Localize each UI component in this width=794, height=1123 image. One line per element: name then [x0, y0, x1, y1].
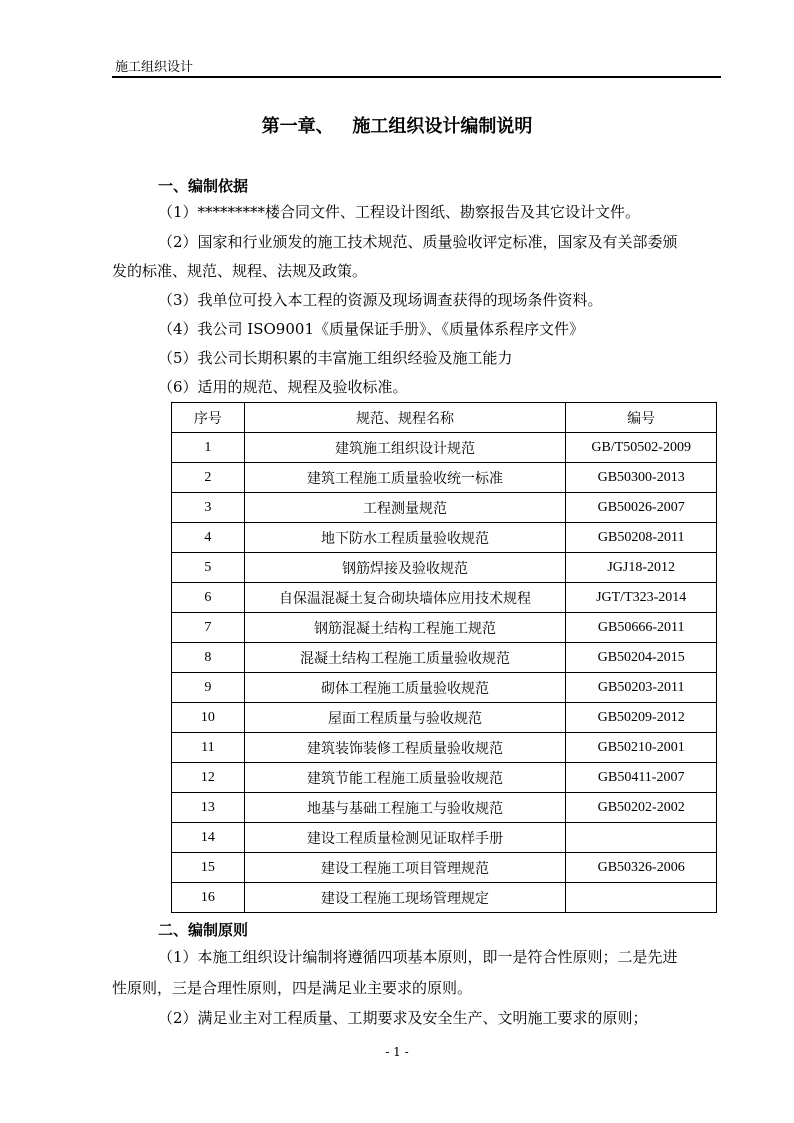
cell-code: [566, 883, 717, 913]
cell-name: 自保温混凝土复合砌块墙体应用技术规程: [244, 583, 566, 613]
table-row: [172, 433, 717, 463]
cell-no: 5: [172, 553, 245, 583]
table-row: [172, 613, 717, 643]
cell-name: 建筑工程施工质量验收统一标准: [244, 463, 566, 493]
table-row: [172, 643, 717, 673]
table-row: [172, 463, 717, 493]
cell-no: 14: [172, 823, 245, 853]
paragraph: （1）*********楼合同文件、工程设计图纸、勘察报告及其它设计文件。: [158, 203, 641, 221]
header-cell-no: 序号: [172, 403, 245, 433]
cell-name: 钢筋焊接及验收规范: [244, 553, 566, 583]
cell-name: 建设工程施工项目管理规范: [244, 853, 566, 883]
cell-no: 4: [172, 523, 245, 553]
cell-code: GB50208-2011: [566, 523, 717, 553]
paragraph: 性原则，三是合理性原则，四是满足业主要求的原则。: [112, 979, 473, 997]
cell-name: 建设工程施工现场管理规定: [244, 883, 566, 913]
table-row: [172, 553, 717, 583]
cell-code: GB50204-2015: [566, 643, 717, 673]
table-row: [172, 733, 717, 763]
cell-name: 砌体工程施工质量验收规范: [244, 673, 566, 703]
cell-no: 7: [172, 613, 245, 643]
standards-table: [171, 402, 717, 913]
cell-name: 建筑装饰装修工程质量验收规范: [244, 733, 566, 763]
cell-no: 11: [172, 733, 245, 763]
cell-name: 地下防水工程质量验收规范: [244, 523, 566, 553]
running-header: 施工组织设计: [115, 60, 194, 75]
cell-code: [566, 823, 717, 853]
cell-code: GB50300-2013: [566, 463, 717, 493]
table-row: [172, 883, 717, 913]
cell-no: 9: [172, 673, 245, 703]
chapter-title: 第一章、 施工组织设计编制说明: [261, 116, 533, 137]
table-row: [172, 853, 717, 883]
table-row: [172, 583, 717, 613]
paragraph: （4）我公司 ISO9001《质量保证手册》、《质量体系程序文件》: [158, 320, 584, 338]
section-heading-basis: 一、编制依据: [158, 177, 249, 195]
paragraph: （6）适用的规范、规程及验收标准。: [158, 378, 408, 396]
cell-no: 1: [172, 433, 245, 463]
header-divider: [112, 76, 721, 78]
cell-name: 建设工程质量检测见证取样手册: [244, 823, 566, 853]
cell-code: JGJ18-2012: [566, 553, 717, 583]
cell-code: GB50666-2011: [566, 613, 717, 643]
cell-no: 13: [172, 793, 245, 823]
cell-code: GB50411-2007: [566, 763, 717, 793]
cell-no: 10: [172, 703, 245, 733]
cell-no: 12: [172, 763, 245, 793]
cell-code: GB/T50502-2009: [566, 433, 717, 463]
cell-code: GB50026-2007: [566, 493, 717, 523]
table-row: [172, 523, 717, 553]
paragraph: （2）满足业主对工程质量、工期要求及安全生产、文明施工要求的原则；: [158, 1009, 648, 1027]
cell-no: 2: [172, 463, 245, 493]
cell-code: GB50210-2001: [566, 733, 717, 763]
table-row: [172, 493, 717, 523]
cell-no: 6: [172, 583, 245, 613]
cell-code: GB50209-2012: [566, 703, 717, 733]
paragraph: （5）我公司长期积累的丰富施工组织经验及施工能力: [158, 349, 513, 367]
header-cell-name: 规范、规程名称: [244, 403, 566, 433]
table-row: [172, 823, 717, 853]
cell-code: GB50203-2011: [566, 673, 717, 703]
paragraph: 发的标准、规范、规程、法规及政策。: [112, 262, 368, 280]
header-cell-code: 编号: [566, 403, 717, 433]
section-heading-principles: 二、编制原则: [158, 921, 249, 939]
paragraph: （1）本施工组织设计编制将遵循四项基本原则，即一是符合性原则；二是先进: [158, 948, 678, 966]
cell-name: 地基与基础工程施工与验收规范: [244, 793, 566, 823]
cell-code: JGT/T323-2014: [566, 583, 717, 613]
table-row: [172, 763, 717, 793]
table-row: [172, 793, 717, 823]
cell-name: 建筑施工组织设计规范: [244, 433, 566, 463]
cell-name: 混凝土结构工程施工质量验收规范: [244, 643, 566, 673]
cell-no: 15: [172, 853, 245, 883]
cell-no: 3: [172, 493, 245, 523]
cell-name: 屋面工程质量与验收规范: [244, 703, 566, 733]
paragraph: （2）国家和行业颁发的施工技术规范、质量验收评定标准，国家及有关部委颁: [158, 233, 678, 251]
page-number: - 1 -: [385, 1045, 409, 1059]
cell-code: GB50326-2006: [566, 853, 717, 883]
paragraph: （3）我单位可投入本工程的资源及现场调查获得的现场条件资料。: [158, 291, 603, 309]
table-row: [172, 703, 717, 733]
cell-code: GB50202-2002: [566, 793, 717, 823]
cell-no: 16: [172, 883, 245, 913]
table-row: [172, 673, 717, 703]
table-header-row: [172, 403, 717, 433]
cell-name: 建筑节能工程施工质量验收规范: [244, 763, 566, 793]
cell-name: 工程测量规范: [244, 493, 566, 523]
cell-name: 钢筋混凝土结构工程施工规范: [244, 613, 566, 643]
cell-no: 8: [172, 643, 245, 673]
